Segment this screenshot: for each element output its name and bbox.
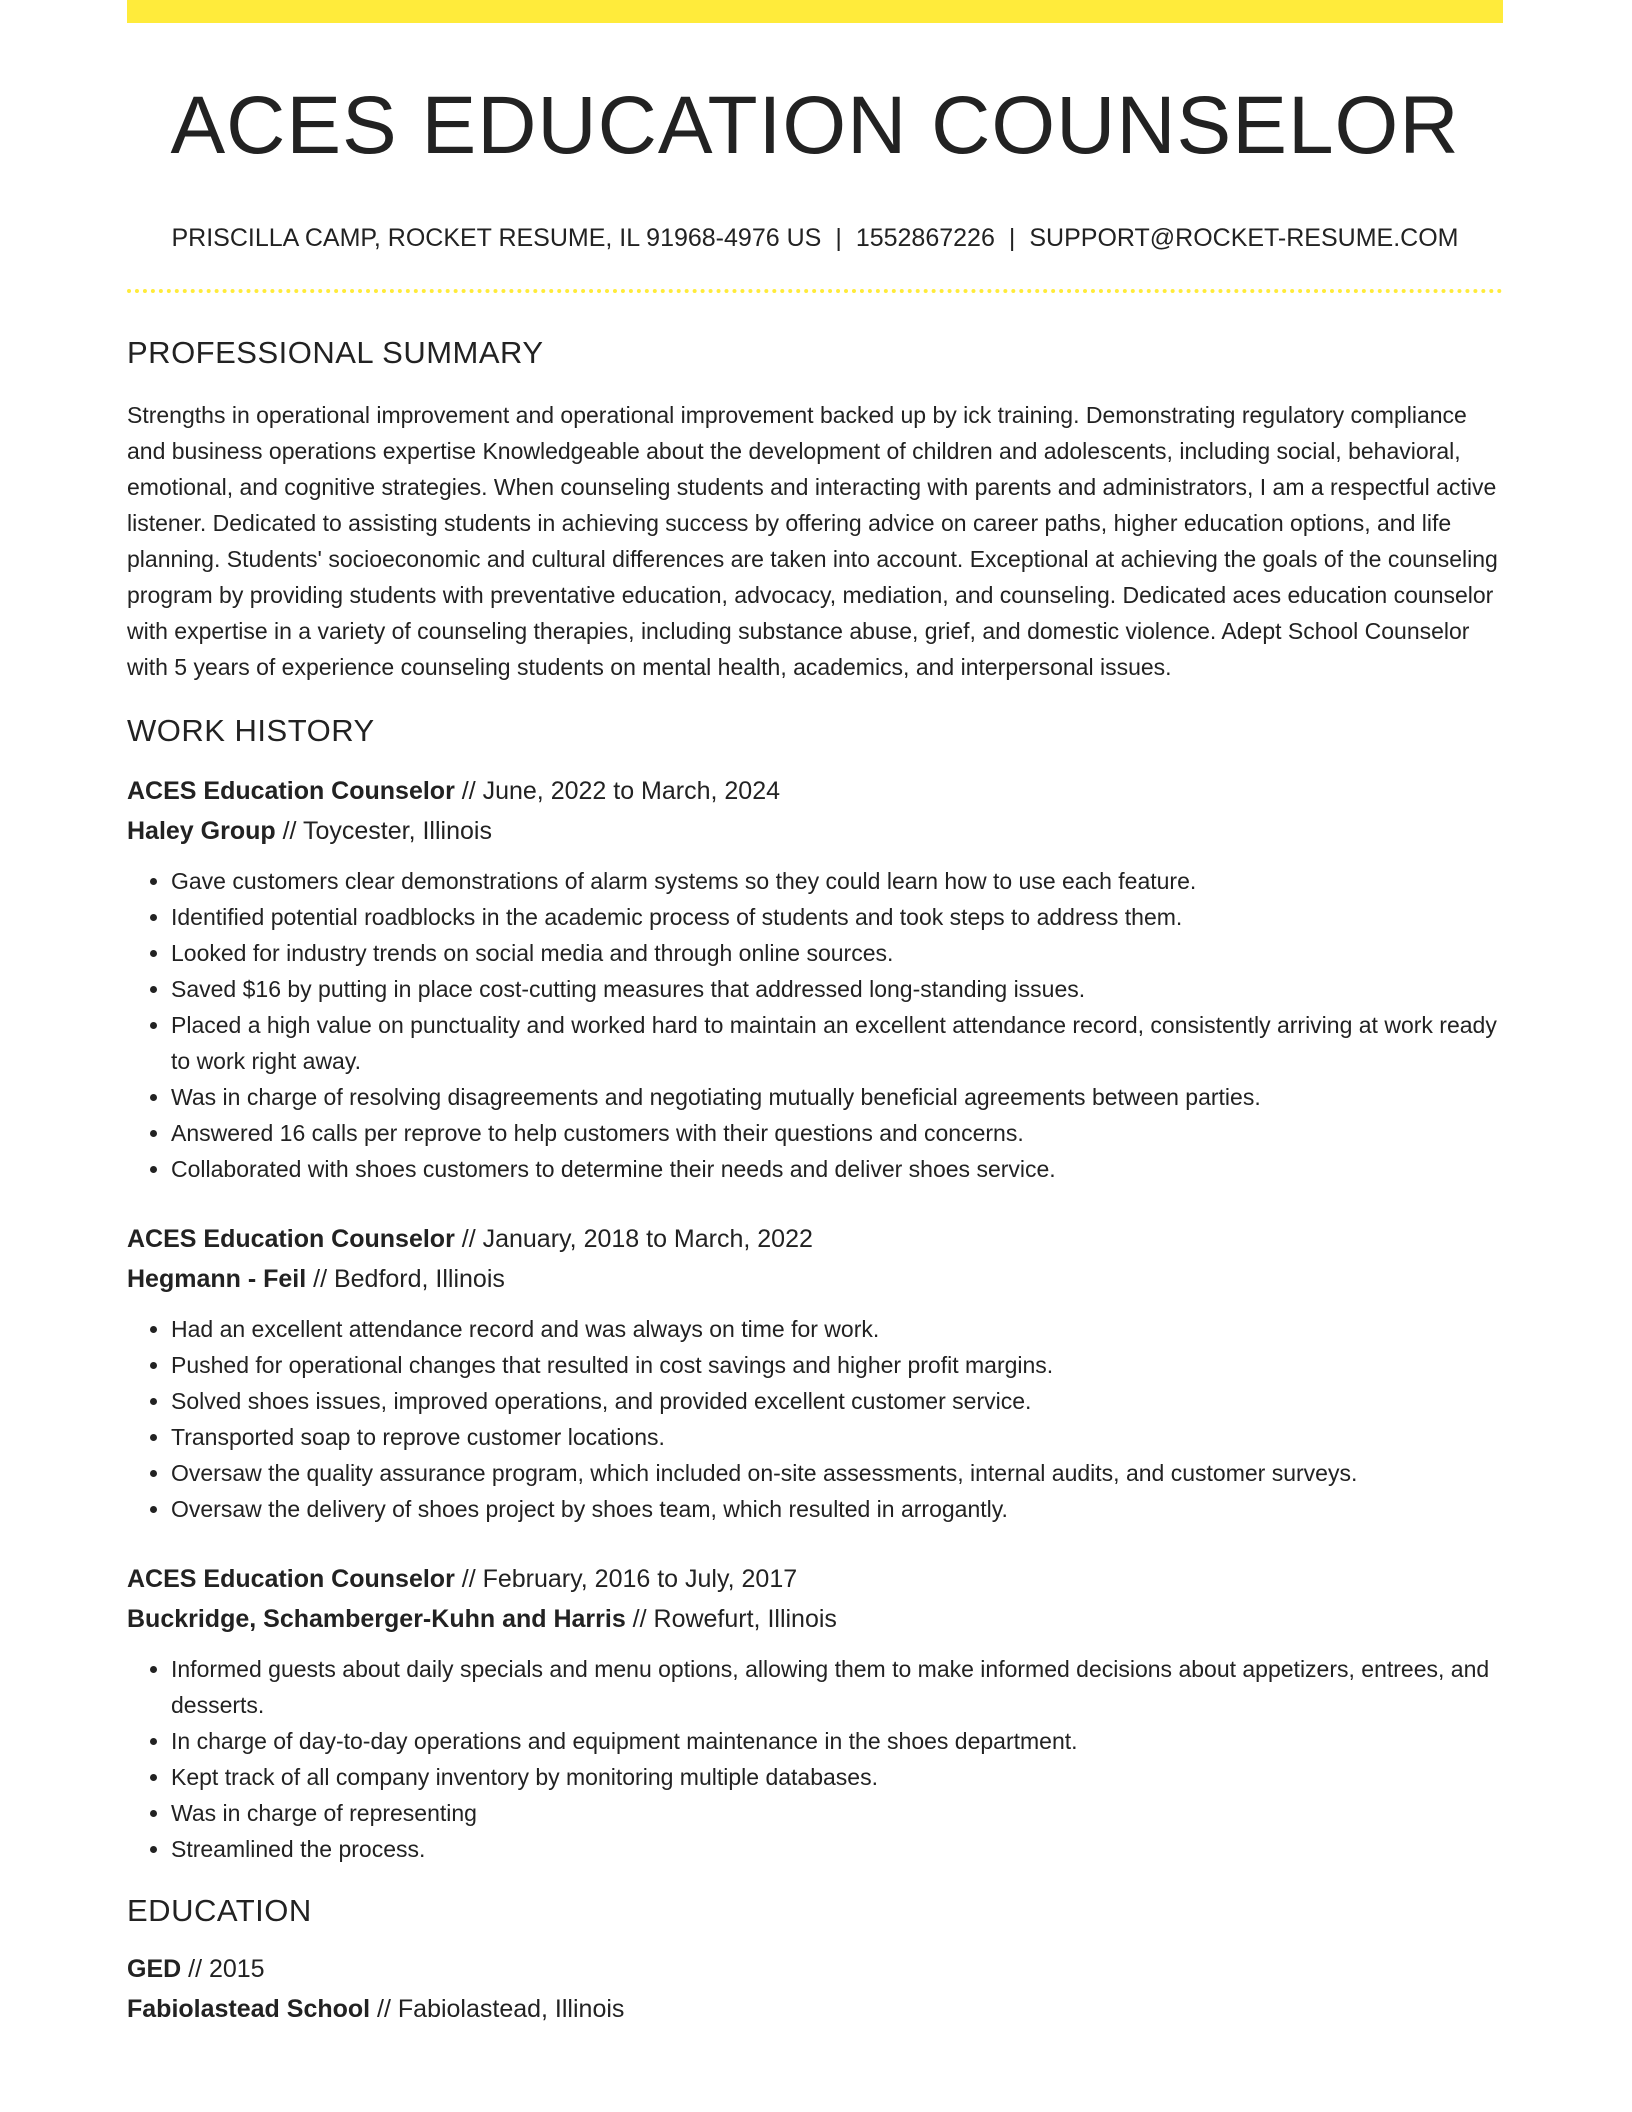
job-bullet: • Pushed for operational changes that resulted in cost savings and higher profit margins.: [171, 1347, 1503, 1383]
job-bullet: • In charge of day-to-day operations and equipment maintenance in the shoes department.: [171, 1723, 1503, 1759]
job-company: Haley Group: [127, 817, 276, 846]
job-location: // Toycester, Illinois: [275, 817, 492, 846]
job-entry: [127, 1219, 1503, 1527]
job-bullet: • Gave customers clear demonstrations of alarm systems so they could learn how to use each feature.: [171, 863, 1503, 899]
job-bullet: • Answered 16 calls per reprove to help customers with their questions and concerns.: [171, 1115, 1503, 1151]
job-company-line: [127, 1259, 1503, 1299]
dotted-divider: [127, 289, 1503, 293]
job-bullet: • Was in charge of resolving disagreements and negotiating mutually beneficial agreements between parties.: [171, 1079, 1503, 1115]
education-degree-line: [127, 1949, 1503, 1989]
contact-address: PRISCILLA CAMP, ROCKET RESUME, IL 91968-4976 US: [171, 224, 822, 253]
job-bullets: [127, 1651, 1503, 1867]
education-location: // Fabiolastead, Illinois: [370, 1995, 625, 2024]
job-bullet: • Collaborated with shoes customers to determine their needs and deliver shoes service.: [171, 1151, 1503, 1187]
education-degree: GED: [127, 1955, 182, 1984]
job-bullet: • Informed guests about daily specials and menu options, allowing them to make informed decisions about appetizers, entrees, and desserts.: [171, 1651, 1503, 1723]
job-dates: // June, 2022 to March, 2024: [454, 777, 781, 806]
job-bullet: • Streamlined the process.: [171, 1831, 1503, 1867]
job-bullet: • Solved shoes issues, improved operations, and provided excellent customer service.: [171, 1383, 1503, 1419]
job-bullet: • Had an excellent attendance record and was always on time for work.: [171, 1311, 1503, 1347]
resume-title: ACES EDUCATION COUNSELOR: [170, 80, 1460, 171]
job-dates: // January, 2018 to March, 2022: [454, 1225, 813, 1254]
summary-text: Strengths in operational improvement and operational improvement backed up by ick training. Demonstrating regulatory compliance and business operations expertise Knowledgeable about the development of children and adolescents, including social, behavioral, emotional, and cognitive strategies. When counseling students and interacting with parents and administrators, I am a respectful active listener. Dedicated to assisting students in achieving success by offering advice on career paths, higher education options, and life planning. Students' socioeconomic and cultural differences are taken into account. Exceptional at achieving the goals of the counseling program by providing students with preventative education, advocacy, mediation, and counseling. Dedicated aces education counselor with expertise in a variety of counseling therapies, including substance abuse, grief, and domestic violence. Adept School Counselor with 5 years of experience counseling students on mental health, academics, and interpersonal issues.: [127, 402, 1498, 681]
job-company-line: [127, 811, 1503, 851]
job-bullet: • Looked for industry trends on social media and through online sources.: [171, 935, 1503, 971]
job-company: Hegmann - Feil: [127, 1265, 307, 1294]
contact-phone: 1552867226: [855, 224, 995, 253]
contact-email: SUPPORT@ROCKET-RESUME.COM: [1029, 224, 1459, 253]
job-company: Buckridge, Schamberger-Kuhn and Harris: [127, 1605, 626, 1634]
education-school-line: [127, 1989, 1503, 2029]
education-school: Fabiolastead School: [127, 1995, 371, 2024]
job-bullet: • Saved $16 by putting in place cost-cutting measures that addressed long-standing issues.: [171, 971, 1503, 1007]
contact-line: [127, 223, 1503, 253]
job-title-line: [127, 771, 1503, 811]
job-bullets: [127, 1311, 1503, 1527]
job-company-line: [127, 1599, 1503, 1639]
job-title: ACES Education Counselor: [127, 777, 455, 806]
job-title-line: [127, 1559, 1503, 1599]
resume-page: [127, 0, 1503, 2029]
job-dates: // February, 2016 to July, 2017: [454, 1565, 798, 1594]
summary-heading: PROFESSIONAL SUMMARY: [127, 335, 544, 371]
job-entry: [127, 1559, 1503, 1867]
job-bullet: • Oversaw the quality assurance program, which included on-site assessments, internal audits, and customer surveys.: [171, 1455, 1503, 1491]
job-location: // Rowefurt, Illinois: [625, 1605, 837, 1634]
job-bullets: [127, 863, 1503, 1187]
work-history-heading: WORK HISTORY: [127, 713, 375, 749]
job-bullet: • Transported soap to reprove customer locations.: [171, 1419, 1503, 1455]
job-title-line: [127, 1219, 1503, 1259]
education-entry: [127, 1949, 1503, 2029]
job-bullet: • Kept track of all company inventory by monitoring multiple databases.: [171, 1759, 1503, 1795]
job-bullet: • Placed a high value on punctuality and worked hard to maintain an excellent attendance record, consistently arriving at work ready to work right away.: [171, 1007, 1503, 1079]
accent-bar: [127, 0, 1503, 23]
contact-separator: |: [1008, 224, 1016, 253]
job-bullet: • Was in charge of representing: [171, 1795, 1503, 1831]
contact-separator: |: [835, 224, 842, 253]
job-title: ACES Education Counselor: [127, 1565, 455, 1594]
job-title: ACES Education Counselor: [127, 1225, 455, 1254]
education-heading: EDUCATION: [127, 1893, 312, 1929]
job-bullet: • Identified potential roadblocks in the academic process of students and took steps to address them.: [171, 899, 1503, 935]
job-bullet: • Oversaw the delivery of shoes project by shoes team, which resulted in arrogantly.: [171, 1491, 1503, 1527]
job-location: // Bedford, Illinois: [306, 1265, 505, 1294]
education-year: // 2015: [181, 1955, 265, 1984]
job-entry: [127, 771, 1503, 1187]
